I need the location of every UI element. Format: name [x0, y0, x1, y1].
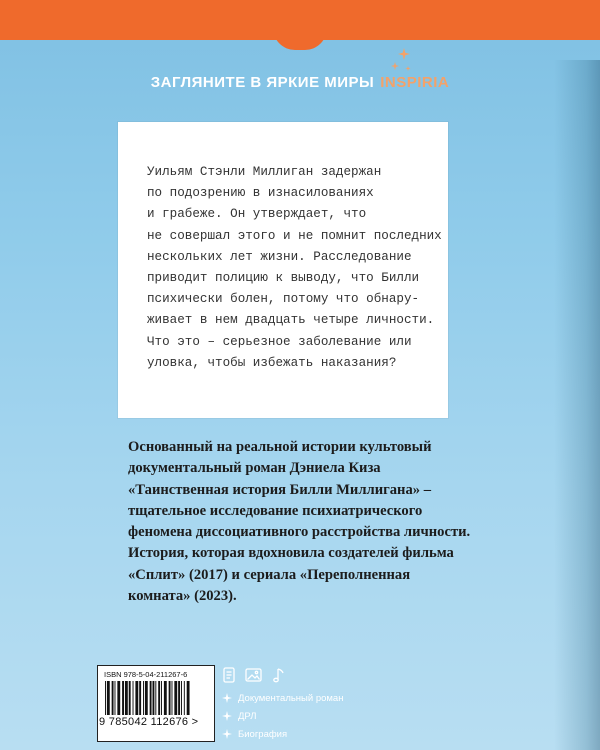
star-icon: [222, 711, 232, 721]
barcode-bar: [181, 681, 182, 715]
top-orange-tab: [273, 28, 327, 50]
barcode-bar: [174, 681, 177, 715]
description-line: феномена диссоциативного расстройства личности.: [128, 524, 471, 541]
barcode-bar: [184, 681, 185, 715]
image-icon: [246, 669, 261, 681]
barcode-bar: [139, 681, 141, 715]
barcode-bar: [135, 681, 138, 715]
description-line: «Таинственная история Билли Миллигана» –: [128, 481, 431, 498]
barcode-digits: 9 785042 112676 >: [99, 716, 199, 728]
description-line: История, которая вдохновила создателей фильма: [128, 545, 454, 562]
barcode-bar: [112, 681, 114, 715]
annotation-line: Уильям Стэнли Миллиган задержан: [147, 165, 382, 179]
genre-label: Биография: [238, 728, 288, 740]
sparkle-icon: [390, 46, 414, 76]
annotation-text: [147, 162, 447, 374]
barcode-bar: [155, 681, 156, 715]
series-tagline: [0, 74, 600, 91]
genre-item: [222, 689, 343, 707]
barcode-bar: [172, 681, 173, 715]
barcode-bar: [117, 681, 120, 715]
barcode-bar: [164, 681, 167, 715]
annotation-line: психически болен, потому что обнару-: [147, 292, 420, 307]
barcode-bar: [143, 681, 144, 715]
barcode-bar: [153, 681, 155, 715]
annotation-line: не совершал этого и не помнит последних: [147, 228, 442, 243]
genre-label: Документальный роман: [238, 692, 344, 704]
barcode-bar: [129, 681, 131, 715]
barcode-bar: [115, 681, 116, 715]
barcode-bar: [187, 681, 190, 715]
book-icon: [224, 668, 234, 682]
barcode-bar: [158, 681, 160, 715]
format-icons: [222, 666, 292, 684]
barcode-bar: [107, 681, 110, 715]
annotation-line: и грабеже. Он утверждает, что: [147, 207, 367, 222]
annotation-line: живает в нем двадцать четыре личности.: [147, 313, 435, 328]
barcode-bar: [145, 681, 148, 715]
brand-name: INSPIRIA: [380, 74, 450, 91]
description-line: тщательное исследование психиатрического: [128, 502, 423, 519]
tagline-text: ЗАГЛЯНИТЕ В ЯРКИЕ МИРЫ: [150, 74, 375, 91]
barcode-bar: [125, 681, 128, 715]
genre-label: ДРЛ: [238, 710, 257, 722]
description-line: документальный роман Дэниела Киза: [128, 460, 381, 477]
genre-item: [222, 707, 343, 725]
barcode-bar: [122, 681, 124, 715]
star-icon: [222, 729, 232, 739]
barcode-bar: [178, 681, 180, 715]
book-description: [128, 437, 508, 607]
description-line: «Сплит» (2017) и сериала «Переполненная: [128, 566, 411, 583]
annotation-line: нескольких лет жизни. Расследование: [147, 249, 412, 264]
cover-edge-shade: [554, 60, 600, 750]
barcode-bar: [169, 681, 171, 715]
star-icon: [222, 693, 232, 703]
barcode-bar: [105, 681, 106, 715]
genre-item: [222, 725, 343, 743]
barcode-bars: [105, 681, 205, 715]
description-line: комната» (2023).: [128, 588, 237, 605]
isbn-label: ISBN 978-5-04-211267-6: [104, 670, 188, 679]
annotation-line: Что это – серьезное заболевание или: [147, 334, 412, 349]
barcode-bar: [150, 681, 152, 715]
annotation-line: приводит полицию к выводу, что Билли: [147, 271, 420, 286]
barcode-bar: [161, 681, 162, 715]
annotation-line: по подозрению в изнасилованиях: [147, 186, 374, 201]
genre-list: [222, 689, 343, 743]
music-icon: [274, 669, 283, 682]
barcode-bar: [133, 681, 134, 715]
description-line: Основанный на реальной истории культовый: [128, 439, 432, 455]
annotation-line: уловка, чтобы избежать наказания?: [147, 355, 397, 370]
